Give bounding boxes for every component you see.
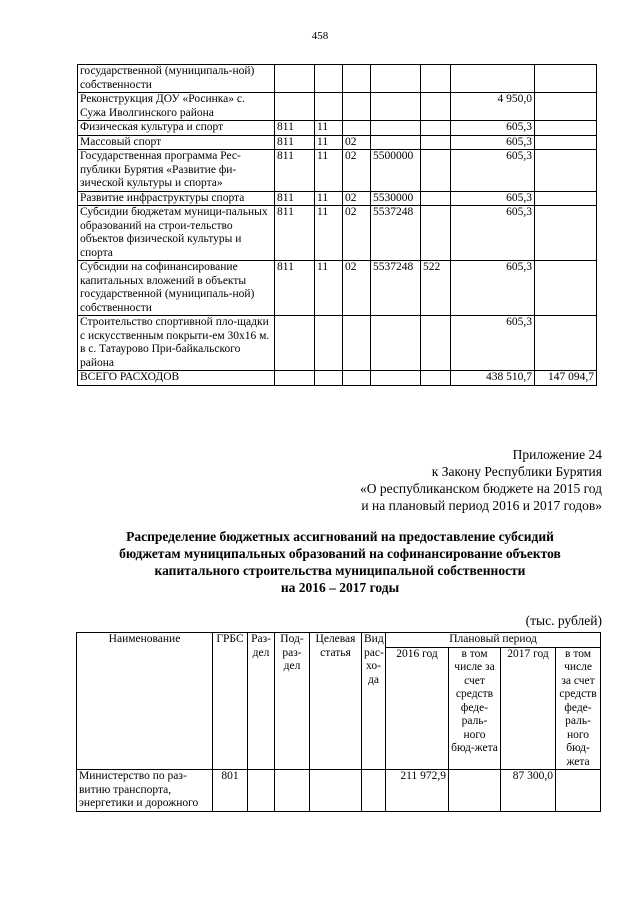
cell-name: Физическая культура и спорт [78,121,275,136]
cell-razdel: 11 [315,206,343,261]
document-title [60,528,620,596]
cell-sum2 [535,150,597,192]
cell-vr [421,150,451,192]
cell-razdel: 11 [315,261,343,316]
cell-podrazdel: 02 [343,206,371,261]
cell-vr [421,121,451,136]
cell-name: Массовый спорт [78,135,275,150]
cell-grbs: 811 [275,206,315,261]
cell-sum1: 605,3 [451,261,535,316]
cell-vr [421,206,451,261]
cell-razdel: 11 [315,135,343,150]
cell-razdel [315,371,343,386]
header-csr: Целевая статья [310,633,362,770]
cell-grbs [275,65,315,93]
cell-sum2 [535,121,597,136]
cell-grbs [275,93,315,121]
title-line: бюджетам муниципальных образований на софинансирование объектов [119,546,561,561]
cell-sum1: 438 510,7 [451,371,535,386]
title-line: на 2016 – 2017 годы [280,580,400,595]
table-row [78,261,597,316]
cell-csr [371,135,421,150]
header-podrazdel: Под-раз-дел [275,633,310,770]
cell-y2017: 87 300,0 [501,770,556,812]
cell-sum1: 605,3 [451,121,535,136]
cell-sum1: 605,3 [451,150,535,192]
cell-razdel [315,93,343,121]
cell-grbs: 801 [213,770,248,812]
cell-podrazdel [343,93,371,121]
cell-podrazdel: 02 [343,191,371,206]
cell-fed2016 [449,770,501,812]
title-line: Распределение бюджетных ассигнований на предоставление субсидий [126,529,554,544]
cell-fed2017 [556,770,601,812]
cell-name: Государственная программа Рес-публики Бурятия «Развитие фи-зической культуры и спорта» [78,150,275,192]
cell-csr [371,65,421,93]
cell-vr [421,316,451,371]
appendix-header [360,446,602,514]
cell-sum2 [535,135,597,150]
subsidies-table [76,632,601,812]
cell-podrazdel [275,770,310,812]
cell-vr [421,371,451,386]
header-period: Плановый период [386,633,601,648]
cell-grbs: 811 [275,135,315,150]
table-row [78,316,597,371]
cell-name: Развитие инфраструктуры спорта [78,191,275,206]
header-grbs: ГРБС [213,633,248,770]
cell-y2016: 211 972,9 [386,770,449,812]
cell-vr [421,65,451,93]
cell-vr [421,191,451,206]
cell-sum1: 605,3 [451,135,535,150]
cell-csr: 5537248 [371,261,421,316]
cell-sum2: 147 094,7 [535,371,597,386]
cell-csr [371,121,421,136]
cell-podrazdel: 02 [343,135,371,150]
header-vr: Вид рас-хо-да [362,633,386,770]
cell-sum2 [535,65,597,93]
cell-podrazdel: 02 [343,150,371,192]
cell-sum1: 605,3 [451,316,535,371]
appendix-law-title-1: «О республиканском бюджете на 2015 год [359,481,602,496]
header-2016: 2016 год [386,647,449,770]
cell-csr [371,371,421,386]
cell-vr [421,135,451,150]
cell-csr: 5500000 [371,150,421,192]
cell-podrazdel [343,65,371,93]
table-row [77,770,601,812]
header-name: Наименование [77,633,213,770]
cell-csr [310,770,362,812]
cell-razdel: 11 [315,121,343,136]
table-row [78,65,597,93]
cell-sum2 [535,206,597,261]
cell-razdel [248,770,275,812]
cell-name: Субсидии бюджетам муници-пальных образований на строи-тельство объектов физической культуры и спорта [78,206,275,261]
appendix-law: к Закону Республики Бурятия [431,464,602,479]
cell-vr [362,770,386,812]
units-label: (тыс. рублей) [525,613,602,628]
header-2017: 2017 год [501,647,556,770]
cell-grbs: 811 [275,150,315,192]
cell-grbs [275,316,315,371]
cell-csr: 5537248 [371,206,421,261]
cell-podrazdel: 02 [343,261,371,316]
cell-name: Строительство спортивной пло-щадки с искусственным покрыти-ем 30х16 м. в с. Татаурово При-байкальского района [78,316,275,371]
cell-name: Реконструкция ДОУ «Росинка» с. Сужа Иволгинского района [78,93,275,121]
cell-sum2 [535,93,597,121]
cell-grbs: 811 [275,191,315,206]
header-fed-2017: в том числе за счет средств феде-раль-ного бюд-жета [556,647,601,770]
cell-vr: 522 [421,261,451,316]
cell-name: Субсидии на софинансирование капитальных вложений в объекты государственной (муниципаль-ной) собственности [78,261,275,316]
cell-razdel [315,65,343,93]
budget-table-continued [77,64,597,386]
cell-name: ВСЕГО РАСХОДОВ [78,371,275,386]
cell-sum1: 4 950,0 [451,93,535,121]
cell-podrazdel [343,316,371,371]
cell-sum1: 605,3 [451,191,535,206]
cell-csr [371,93,421,121]
cell-grbs: 811 [275,261,315,316]
table-row [78,371,597,386]
cell-csr [371,316,421,371]
cell-sum1 [451,65,535,93]
cell-razdel: 11 [315,150,343,192]
cell-name: Министерство по раз-витию транспорта, энергетики и дорожного [77,770,213,812]
cell-grbs [275,371,315,386]
cell-podrazdel [343,121,371,136]
header-razdel: Раз-дел [248,633,275,770]
header-fed-2016: в том числе за счет средств феде-раль-ного бюд-жета [449,647,501,770]
cell-name: государственной (муниципаль-ной) собственности [78,65,275,93]
cell-vr [421,93,451,121]
cell-grbs: 811 [275,121,315,136]
appendix-law-title-2: и на плановый период 2016 и 2017 годов» [361,498,602,513]
appendix-number: Приложение 24 [512,447,602,462]
title-line: капитального строительства муниципальной собственности [154,563,526,578]
table-row [78,135,597,150]
cell-razdel [315,316,343,371]
cell-sum2 [535,316,597,371]
cell-sum1: 605,3 [451,206,535,261]
table-row [78,191,597,206]
table-row [78,150,597,192]
page-number: 458 [311,30,329,42]
cell-podrazdel [343,371,371,386]
cell-csr: 5530000 [371,191,421,206]
cell-razdel: 11 [315,191,343,206]
cell-sum2 [535,261,597,316]
cell-sum2 [535,191,597,206]
table-row [78,121,597,136]
table-row [78,206,597,261]
table-row [78,93,597,121]
